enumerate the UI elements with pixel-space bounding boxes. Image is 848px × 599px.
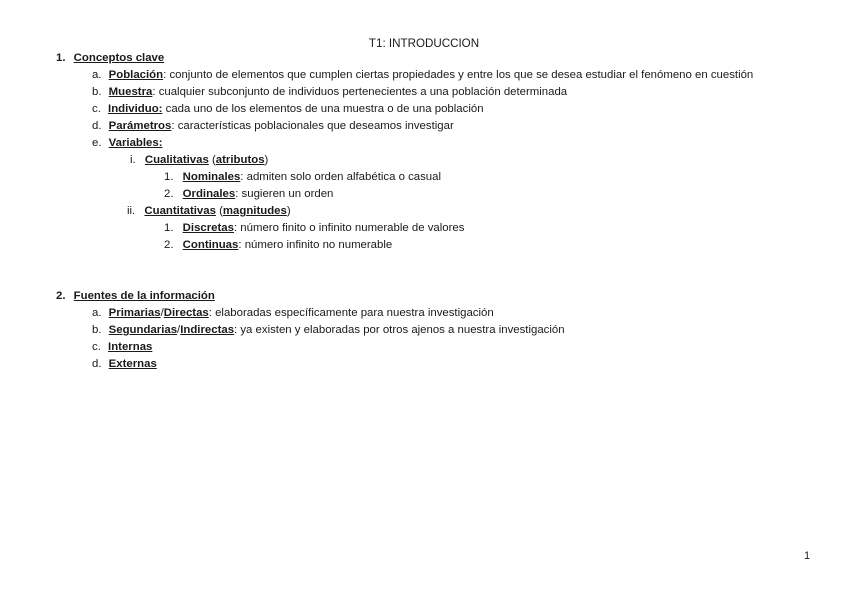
section-heading: [56, 51, 164, 65]
list-marker: a.: [92, 69, 102, 81]
list-item: [92, 323, 565, 337]
list-marker: ii.: [127, 205, 136, 217]
list-marker: 2.: [164, 188, 174, 200]
term: Segundarias: [108, 324, 178, 336]
separator: /: [160, 307, 164, 319]
definition: : características poblacionales que deseamos investigar: [171, 120, 454, 132]
separator: ): [264, 154, 269, 166]
document-title: T1: INTRODUCCION: [368, 37, 480, 50]
list-marker: c.: [92, 103, 101, 115]
list-marker: e.: [92, 137, 102, 149]
list-marker: 1.: [164, 222, 174, 234]
term: Muestra: [108, 86, 153, 98]
list-marker: i.: [130, 154, 136, 166]
list-item: [92, 102, 484, 116]
term: Nominales: [182, 171, 241, 183]
term: atributos: [215, 154, 265, 166]
separator: (: [208, 154, 216, 166]
term: Discretas: [182, 222, 234, 234]
list-marker: 1.: [164, 171, 174, 183]
list-item: [164, 187, 333, 201]
section-number: 1.: [56, 52, 66, 64]
list-item: [92, 85, 567, 99]
definition: : cualquier subconjunto de individuos pertenecientes a una población determinada: [152, 86, 568, 98]
list-item: [130, 153, 268, 167]
term: Directas: [163, 307, 209, 319]
list-item: [164, 221, 464, 235]
separator: (: [215, 205, 223, 217]
term: Ordinales: [182, 188, 236, 200]
term: Cuantitativas: [144, 205, 216, 217]
definition: : conjunto de elementos que cumplen ciertas propiedades y entre los que se desea estudiar el fenómeno en cuestión: [163, 69, 754, 81]
section-title: Conceptos clave: [73, 52, 165, 64]
list-item: [127, 204, 291, 218]
term: Primarias: [108, 307, 161, 319]
definition: : elaboradas específicamente para nuestra investigación: [208, 307, 494, 319]
term: Indirectas: [180, 324, 235, 336]
definition: : sugieren un orden: [235, 188, 334, 200]
section-title: Fuentes de la información: [73, 290, 215, 302]
term: Continuas: [182, 239, 239, 251]
list-marker: d.: [92, 120, 102, 132]
list-marker: 2.: [164, 239, 174, 251]
list-item: [92, 68, 753, 82]
term: magnitudes: [222, 205, 287, 217]
term: Externas: [108, 358, 157, 370]
definition: : número finito o infinito numerable de valores: [233, 222, 465, 234]
section-number: 2.: [56, 290, 66, 302]
list-item: [92, 357, 157, 371]
list-marker: a.: [92, 307, 102, 319]
list-item: [92, 306, 494, 320]
list-item: [164, 170, 441, 184]
term: Cualitativas: [144, 154, 209, 166]
term: Población: [108, 69, 164, 81]
list-marker: b.: [92, 324, 102, 336]
list-item: [92, 119, 454, 133]
list-marker: c.: [92, 341, 101, 353]
definition: cada uno de los elementos de una muestra o de una población: [162, 103, 484, 115]
definition: : número infinito no numerable: [238, 239, 393, 251]
term: Parámetros: [108, 120, 172, 132]
term: Individuo:: [108, 103, 163, 115]
list-item: [92, 340, 152, 354]
separator: /: [177, 324, 181, 336]
list-marker: b.: [92, 86, 102, 98]
page-number: 1: [804, 550, 811, 562]
definition: : ya existen y elaboradas por otros ajenos a nuestra investigación: [234, 324, 565, 336]
term: Variables:: [108, 137, 163, 149]
list-marker: d.: [92, 358, 102, 370]
definition: : admiten solo orden alfabética o casual: [240, 171, 442, 183]
separator: ): [286, 205, 291, 217]
list-item: [164, 238, 392, 252]
term: Internas: [108, 341, 153, 353]
list-item: [92, 136, 163, 150]
section-heading: [56, 289, 215, 303]
